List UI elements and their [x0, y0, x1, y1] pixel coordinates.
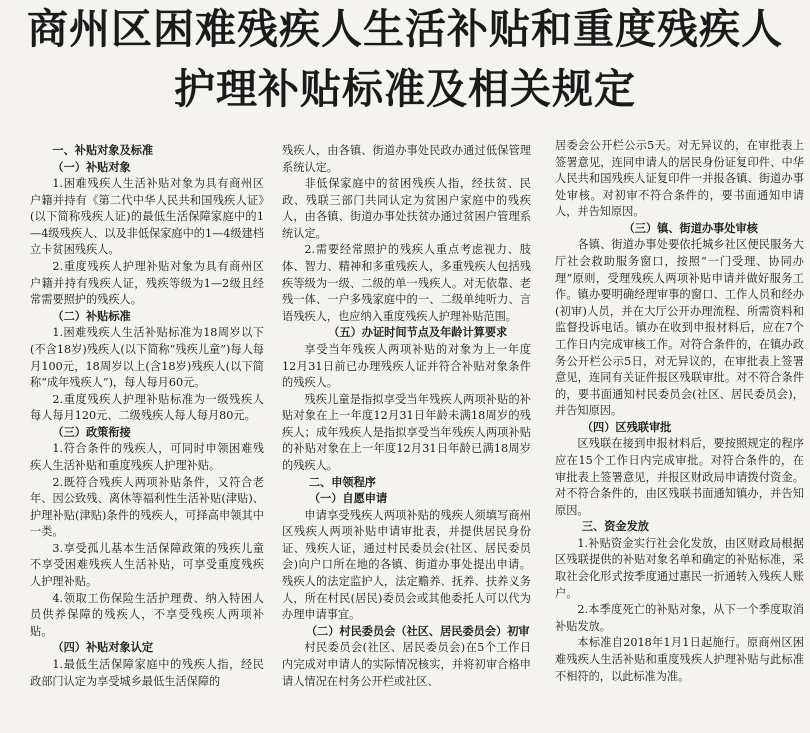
paragraph: 1.符合条件的残疾人，可同时申领困难残疾人生活补贴和重度残疾人护理补贴。: [30, 442, 264, 472]
article-column-1: [30, 143, 264, 690]
paragraph: 3.享受孤儿基本生活保障政策的残疾儿童不享受困难残疾人生活补贴，可享受重度残疾人护理补贴。: [30, 541, 264, 589]
paragraph: 区残联在接到申报材料后，要按照规定的程序应在15个工作日内完成审批。对符合条件的，在审批表上签署意见，并报区财政局申请拨付资金。对不符合条件的，由区残联书面通知镇办，并告知原因。: [555, 437, 804, 517]
paragraph: 2.既符合残疾人两项补贴条件，又符合老年、因公致残、离休等福利性生活补贴(津贴)、护理补贴(津贴)条件的残疾人，可择高申领其中一类。: [30, 475, 264, 539]
paragraph: 残疾儿童是指拟享受当年残疾人两项补贴的补贴对象在上一年度12月31日年龄未满18周岁的残疾人；成年残疾人是指拟享受当年残疾人两项补贴的补贴对象在上一年度12月31日年龄已满18周岁的残疾人。: [282, 392, 531, 472]
paragraph: 1.困难残疾人生活补贴对象为具有商州区户籍并持有《第二代中华人民共和国残疾人证》(以下简称残疾人证)的最低生活保障家庭中的1—4级残疾人、以及非低保家庭中的1—4级建档立卡贫困残疾人。: [30, 177, 264, 257]
paragraph: 各镇、街道办事处要依托城乡社区便民服务大厅社会救助服务窗口，按照“一门受理、协同办理”原则，受理残疾人两项补贴申请并做好服务工作。镇办要明确经理审事的窗口、工作人员和经办(初审)人员，并在大厅公开办理流程、所需资料和监督投诉电话。镇办在收到申报材料后，应在7个工作日内完成审核工作。对符合条件的，在镇办政务公开栏公示5日，对无异议的，在审批表上签署意见，连同有关证件报区残联审批。对不符合条件的，要书面通知村民委员会(社区、居民委员会)，并告知原因。: [555, 238, 804, 418]
section-heading: 三、资金发放: [581, 520, 649, 534]
headline-line-2: 护理补贴标准及相关规定: [174, 65, 636, 113]
paragraph: 享受当年残疾人两项补贴的对象为上一年度12月31日前已办理残疾人证并符合补贴对象条件的残疾人。: [282, 342, 531, 390]
paragraph: 残疾人，由各镇、街道办事处民政办通过低保管理系统认定。: [282, 144, 531, 174]
paragraph: 非低保家庭中的贫困残疾人指，经扶贫、民政、残联三部门共同认定为贫困户家庭中的残疾人，由各镇、街道办事处扶贫办通过贫困户管理系统认定。: [282, 177, 531, 240]
section-heading: 二、申领程序: [308, 475, 376, 489]
paragraph: 2.重度残疾人护理补贴标准为一级残疾人每人每月120元、二级残疾人每人每月80元。: [30, 392, 264, 423]
paragraph: 2.重度残疾人护理补贴对象为具有商州区户籍并持有残疾人证，残疾等级为1—2级且经常需要照护的残疾人。: [30, 260, 264, 307]
article-column-2: [282, 143, 531, 690]
paragraph: 2.本季度死亡的补贴对象，从下一个季度取消补贴发放。: [555, 603, 804, 633]
paragraph: 居委会公开栏公示5天。对无异议的，在审批表上签署意见，连同申请人的居民身份证复印件、中华人民共和国残疾人证复印件一并报各镇、街道办事处审核。对初审不符合条件的，要书面通知申请人，并告知原因。: [555, 139, 804, 219]
paragraph: 1.最低生活保障家庭中的残疾人指，经民政部门认定为享受城乡最低生活保障的: [30, 657, 264, 688]
subsection-heading: （四）区残联审批: [581, 420, 672, 434]
paragraph: 2.需要经常照护的残疾人重点考虑视力、肢体、智力、精神和多重残疾人，多重残疾人包括残疾等级为一级、二级的单一残疾人。对无依靠、老残一体、一户多残家庭中的一、二级单纯听力、言语残疾人，也应纳入重度残疾人护理补贴范围。: [282, 243, 531, 323]
headline-line-1: 商州区困难残疾人生活补贴和重度残疾人: [27, 5, 783, 53]
subsection-heading: （三）镇、街道办事处审核: [623, 221, 758, 235]
subsection-heading: （三）政策衔接: [52, 425, 131, 439]
subsection-heading: （五）办证时间节点及年龄计算要求: [328, 326, 508, 340]
subsection-heading: （二）村民委员会（社区、居民委员会）初审: [305, 624, 530, 638]
paragraph: 申请享受残疾人两项补贴的残疾人须填写商州区残疾人两项补贴申请审批表，并提供居民身份证、残疾人证，通过村民委员会(社区、居民委员会)向户口所在地的各镇、街道办事处提出申请。残疾人的法定监护人，法定赡养、抚养、扶养义务人，所在村民(居民)委员会或其他委托人可以代为办理申请事宜。: [282, 508, 531, 622]
paragraph: 本标准自2018年1月1日起施行。原商州区困难残疾人生活补贴和重度残疾人护理补贴与此标准不相符的，以此标准为准。: [555, 636, 804, 683]
paragraph: 1.补贴资金实行社会化发放，由区财政局根据区残联提供的补贴对象名单和确定的补贴标准，采取社会化形式按季度通过惠民一折通转入残疾人账户。: [555, 536, 804, 600]
paragraph: 村民委员会(社区、居民委员会)在5个工作日内完成对申请人的实际情况核实，并将初审合格申请人情况在村务公开栏或社区、: [282, 641, 531, 688]
paragraph: 4.领取工伤保险生活护理费、纳入特困人员供养保障的残疾人，不享受残疾人两项补贴。: [30, 591, 264, 638]
article-column-3: [555, 138, 804, 685]
subsection-heading: （二）补贴标准: [52, 309, 131, 323]
paragraph: 1.困难残疾人生活补贴标准为18周岁以下(不含18岁)残疾人(以下简称“残疾儿童”)每人每月100元，18周岁以上(含18岁)残疾人(以下简称“成年残疾人”)，每人每月60元。: [30, 326, 264, 390]
section-heading: 一、补贴对象及标准: [52, 144, 154, 157]
subsection-heading: （一）自愿申请: [308, 492, 388, 506]
subsection-heading: （四）补贴对象认定: [52, 641, 154, 655]
subsection-heading: （一）补贴对象: [52, 160, 131, 174]
